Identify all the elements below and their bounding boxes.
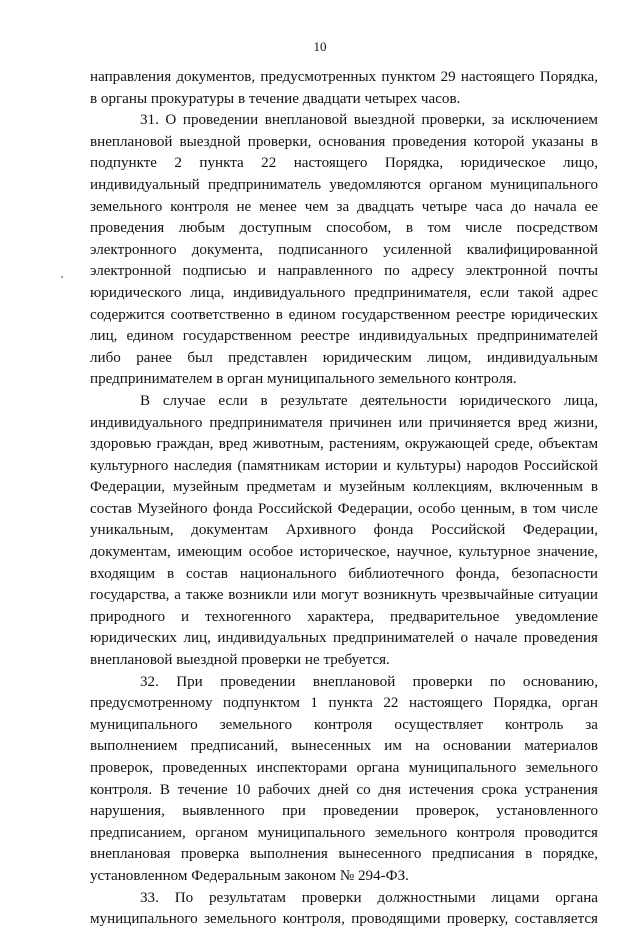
paragraph-33: 33. По результатам проверки должностными лицами органа муниципального земельного контроля, проводящими проверку, составляется — [90, 889, 598, 928]
paragraph-31-exception: В случае если в результате деятельности юридического лица, индивидуального предпринимателя причинен или причиняется вред жизни, здоровью граждан, вред животным, растениям, окружающей среде, объектам культурного наследия (памятникам истории и культуры) народов Российской Федерации, музейным предметам и музейным коллекциям, включенным в состав Музейного фонда Российской Федерации, особо ценным, в том числе уникальным, документам Архивного фонда Российской Федерации, документам, имеющим особое историческое, научное, культурное значение, входящим в состав национального библиотечного фонда, безопасности государства, а также возникли или могут возникнуть чрезвычайные ситуации природного и техногенного характера, предварительное уведомление юридических лиц, индивидуальных предпринимателей о начале проведения внеплановой выездной проверки не требуется. — [90, 392, 598, 669]
paragraph-31: 31. О проведении внеплановой выездной проверки, за исключением внеплановой выездной проверки, основания проведения которой указаны в подпункте 2 пункта 22 настоящего Порядка, юридическое лицо, индивидуальный предприниматель уведомляются органом муниципального земельного контроля не менее чем за двадцать четыре часа до начала ее проведения любым доступным способом, в том числе посредством электронного документа, подписанного усиленной квалифицированной электронной подписью и направленного по адресу электронной почты юридического лица, индивидуального предпринимателя, если такой адрес содержится соответственно в едином государственном реестре юридических лиц, едином государственном реестре индивидуальных предпринимателей либо ранее был представлен юридическим лицом, индивидуальным предпринимателем в орган муниципального земельного контроля. — [90, 112, 598, 388]
paragraph-32: 32. При проведении внеплановой проверки по основанию, предусмотренному подпунктом 1 пункта 22 настоящего Порядка, орган муниципального земельного контроля осуществляет контроль за выполнением предписаний, вынесенных им на основании материалов проверок, проведенных инспекторами органа муниципального земельного контроля. В течение 10 рабочих дней со дня истечения срока устранения нарушения, выявленного при проведении проверок, установленного предписанием, органом муниципального земельного контроля проводится внеплановая проверка выполнения вынесенного предписания в порядке, установленном Федеральным законом № 294-ФЗ. — [90, 673, 598, 884]
paragraph-29-continuation: направления документов, предусмотренных пунктом 29 настоящего Порядка, в органы прокуратуры в течение двадцати четырех часов. — [90, 69, 598, 107]
document-body — [90, 67, 598, 931]
margin-mark — [61, 276, 63, 278]
page-number: 10 — [313, 39, 327, 54]
